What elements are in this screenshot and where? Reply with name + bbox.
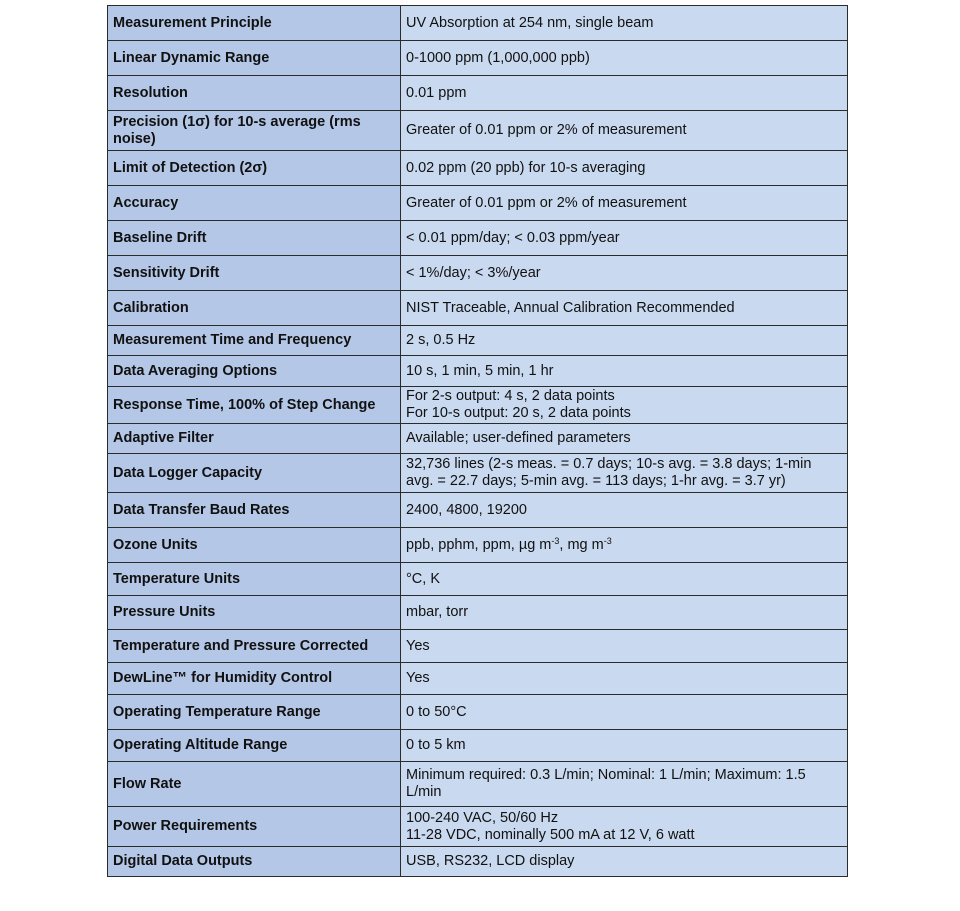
spec-row [108,151,848,186]
spec-value [401,387,848,424]
spec-label: Power Requirements [108,807,401,847]
spec-value-line: 100-240 VAC, 50/60 Hz [406,809,559,826]
spec-label: Baseline Drift [108,221,401,256]
spec-row [108,326,848,356]
spec-value [401,326,848,356]
spec-row [108,695,848,730]
spec-label: Ozone Units [108,528,401,563]
spec-row [108,730,848,762]
spec-label: Digital Data Outputs [108,847,401,877]
spec-row [108,630,848,663]
spec-label: Measurement Principle [108,6,401,41]
specifications-body [108,6,848,877]
spec-label: Flow Rate [108,762,401,807]
spec-row [108,356,848,387]
spec-value [401,111,848,151]
spec-value [401,630,848,663]
specifications-table [107,5,848,877]
spec-value-line: Greater of 0.01 ppm or 2% of measurement [406,122,687,138]
spec-label: Temperature Units [108,563,401,596]
spec-value [401,762,848,807]
spec-label: Operating Altitude Range [108,730,401,762]
spec-value [401,424,848,454]
spec-value-line: Yes [406,637,430,654]
spec-value-line: Greater of 0.01 ppm or 2% of measurement [406,194,687,211]
spec-value-line: 0 to 50°C [406,703,467,720]
spec-row [108,6,848,41]
spec-label: Calibration [108,291,401,326]
spec-value-line: USB, RS232, LCD display [406,853,575,869]
spec-row [108,493,848,528]
spec-value-line: 2 s, 0.5 Hz [406,332,476,348]
spec-value [401,356,848,387]
spec-value-line: For 2-s output: 4 s, 2 data points [406,388,615,404]
spec-value-line: Available; user-defined parameters [406,430,631,446]
spec-row [108,221,848,256]
spec-label: Adaptive Filter [108,424,401,454]
spec-value-line: 0.01 ppm [406,84,467,101]
spec-label: Data Averaging Options [108,356,401,387]
spec-row [108,291,848,326]
spec-value-line: 11-28 VDC, nominally 500 mA at 12 V, 6 watt [406,826,695,843]
spec-value-line: For 10-s output: 20 s, 2 data points [406,405,631,421]
spec-value [401,291,848,326]
spec-value [401,186,848,221]
spec-row [108,186,848,221]
spec-value [401,493,848,528]
spec-value [401,528,848,563]
spec-value [401,563,848,596]
spec-value-line: < 0.01 ppm/day; < 0.03 ppm/year [406,229,620,246]
spec-label: Temperature and Pressure Corrected [108,630,401,663]
spec-label: Sensitivity Drift [108,256,401,291]
spec-value-line: < 1%/day; < 3%/year [406,264,541,281]
spec-value [401,807,848,847]
spec-value [401,41,848,76]
spec-value [401,6,848,41]
spec-row [108,41,848,76]
spec-value [401,256,848,291]
spec-row [108,454,848,493]
spec-label: Measurement Time and Frequency [108,326,401,356]
spec-row [108,663,848,695]
spec-label: Precision (1σ) for 10-s average (rms noise) [108,111,401,151]
spec-row [108,847,848,877]
spec-value [401,596,848,630]
spec-row [108,76,848,111]
spec-row [108,387,848,424]
spec-value [401,454,848,493]
spec-row [108,256,848,291]
spec-value [401,695,848,730]
spec-label: Response Time, 100% of Step Change [108,387,401,424]
spec-value-line: mbar, torr [406,604,469,620]
spec-row [108,762,848,807]
spec-value-line: Minimum required: 0.3 L/min; Nominal: 1 L/min; Maximum: 1.5 L/min [406,767,806,800]
spec-row [108,563,848,596]
spec-label: Data Transfer Baud Rates [108,493,401,528]
spec-label: Data Logger Capacity [108,454,401,493]
spec-value-line: 2400, 4800, 19200 [406,501,527,518]
spec-label: Operating Temperature Range [108,695,401,730]
spec-value [401,847,848,877]
spec-label: Accuracy [108,186,401,221]
spec-label: Resolution [108,76,401,111]
spec-label: Linear Dynamic Range [108,41,401,76]
spec-row [108,424,848,454]
spec-value-line: ppb, pphm, ppm, µg $m^{-3}$, mg $m^{-3}$ [406,535,612,553]
spec-value [401,76,848,111]
spec-label: Pressure Units [108,596,401,630]
spec-row [108,596,848,630]
spec-label: DewLine™ for Humidity Control [108,663,401,695]
spec-value-line: 0-1000 ppm (1,000,000 ppb) [406,49,590,66]
spec-row [108,528,848,563]
spec-value-line: 32,736 lines (2-s meas. = 0.7 days; 10-s avg. = 3.8 days; 1-min avg. = 22.7 days; 5-min avg. = 113 days; 1-hr avg. = 3.7 yr) [406,456,812,489]
spec-value-line: Yes [406,670,430,686]
spec-row [108,807,848,847]
spec-value-line: °C, K [406,570,440,587]
spec-value-line: 10 s, 1 min, 5 min, 1 hr [406,362,554,379]
spec-value [401,221,848,256]
spec-value [401,151,848,186]
spec-value-line: 0 to 5 km [406,737,466,753]
spec-value [401,730,848,762]
spec-value-line: 0.02 ppm (20 ppb) for 10-s averaging [406,159,646,176]
spec-value [401,663,848,695]
spec-value-line: NIST Traceable, Annual Calibration Recommended [406,299,735,316]
spec-label: Limit of Detection (2σ) [108,151,401,186]
spec-row [108,111,848,151]
spec-value-line: UV Absorption at 254 nm, single beam [406,14,654,31]
